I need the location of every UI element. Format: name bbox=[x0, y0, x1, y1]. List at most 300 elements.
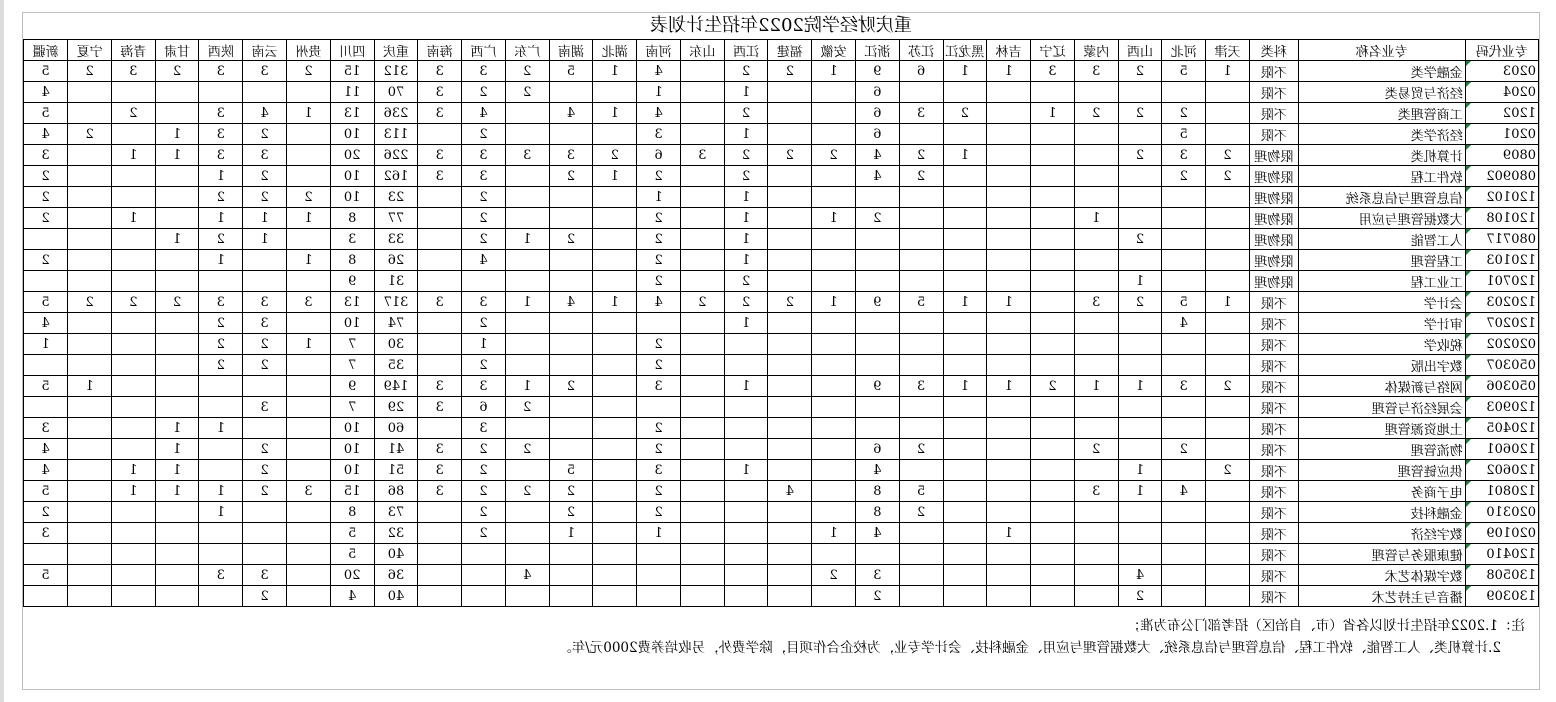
quota-cell: 1 bbox=[199, 166, 243, 187]
quota-cell: 1 bbox=[287, 103, 331, 124]
quota-cell bbox=[812, 586, 856, 607]
quota-cell: 2 bbox=[899, 145, 943, 166]
quota-cell bbox=[1118, 502, 1162, 523]
quota-cell: 3 bbox=[418, 61, 462, 82]
quota-cell bbox=[1118, 313, 1162, 334]
quota-cell: 1 bbox=[943, 145, 987, 166]
quota-cell bbox=[680, 523, 724, 544]
quota-cell bbox=[549, 124, 593, 145]
quota-cell: 20 bbox=[330, 145, 374, 166]
quota-cell bbox=[462, 565, 506, 586]
quota-cell: 2 bbox=[243, 355, 287, 376]
quota-cell: 2 bbox=[1031, 376, 1075, 397]
quota-cell: 1 bbox=[987, 523, 1031, 544]
quota-cell: 2 bbox=[724, 103, 768, 124]
major-name-cell: 经济与贸易类 bbox=[1298, 82, 1465, 103]
quota-cell: 1 bbox=[1074, 208, 1118, 229]
quota-cell bbox=[462, 586, 506, 607]
quota-cell: 73 bbox=[374, 502, 418, 523]
quota-cell bbox=[1162, 418, 1206, 439]
quota-cell: 3 bbox=[287, 292, 331, 313]
subject-cell: 不限 bbox=[1249, 334, 1298, 355]
quota-cell bbox=[287, 418, 331, 439]
quota-cell: 33 bbox=[374, 229, 418, 250]
quota-cell bbox=[1206, 82, 1250, 103]
quota-cell bbox=[724, 334, 768, 355]
quota-cell bbox=[1162, 187, 1206, 208]
quota-cell: 4 bbox=[505, 565, 549, 586]
quota-cell bbox=[855, 313, 899, 334]
quota-cell: 3 bbox=[549, 145, 593, 166]
quota-cell bbox=[549, 397, 593, 418]
quota-cell: 4 bbox=[549, 103, 593, 124]
column-header: 吉林 bbox=[987, 40, 1031, 61]
quota-cell bbox=[1162, 208, 1206, 229]
quota-cell bbox=[462, 271, 506, 292]
quota-cell bbox=[68, 502, 112, 523]
quota-cell: 4 bbox=[462, 103, 506, 124]
window-edge bbox=[0, 0, 4, 702]
quota-cell bbox=[24, 229, 68, 250]
column-header: 四川 bbox=[330, 40, 374, 61]
quota-cell: 2 bbox=[637, 502, 681, 523]
quota-cell: 10 bbox=[330, 166, 374, 187]
quota-cell: 3 bbox=[418, 376, 462, 397]
quota-cell: 3 bbox=[418, 103, 462, 124]
quota-cell bbox=[287, 124, 331, 145]
quota-cell bbox=[680, 439, 724, 460]
quota-cell: 2 bbox=[637, 229, 681, 250]
quota-cell bbox=[68, 166, 112, 187]
column-header: 浙江 bbox=[855, 40, 899, 61]
quota-cell: 74 bbox=[374, 313, 418, 334]
quota-cell: 3 bbox=[24, 523, 68, 544]
quota-cell: 2 bbox=[243, 124, 287, 145]
quota-cell bbox=[287, 376, 331, 397]
quota-cell bbox=[855, 229, 899, 250]
quota-cell: 2 bbox=[243, 460, 287, 481]
column-header: 河南 bbox=[637, 40, 681, 61]
quota-cell bbox=[111, 544, 155, 565]
quota-cell: 1 bbox=[155, 124, 199, 145]
quota-cell bbox=[1031, 292, 1075, 313]
table-row bbox=[24, 565, 1539, 586]
quota-cell bbox=[1206, 355, 1250, 376]
quota-cell: 2 bbox=[943, 103, 987, 124]
quota-cell bbox=[812, 376, 856, 397]
quota-cell: 3 bbox=[418, 82, 462, 103]
major-name-cell: 税收学 bbox=[1298, 334, 1465, 355]
quota-cell bbox=[724, 544, 768, 565]
column-header: 江苏 bbox=[899, 40, 943, 61]
quota-cell bbox=[111, 418, 155, 439]
quota-cell bbox=[768, 103, 812, 124]
quota-cell bbox=[768, 355, 812, 376]
quota-cell bbox=[549, 334, 593, 355]
quota-cell bbox=[1162, 460, 1206, 481]
quota-cell bbox=[812, 439, 856, 460]
quota-cell bbox=[899, 460, 943, 481]
quota-cell bbox=[68, 271, 112, 292]
subject-cell: 限物理 bbox=[1249, 208, 1298, 229]
subject-cell: 不限 bbox=[1249, 544, 1298, 565]
quota-cell: 1 bbox=[1206, 61, 1250, 82]
quota-cell: 1 bbox=[943, 376, 987, 397]
quota-cell bbox=[1206, 439, 1250, 460]
quota-cell bbox=[637, 586, 681, 607]
quota-cell bbox=[943, 439, 987, 460]
quota-cell bbox=[1162, 502, 1206, 523]
quota-cell: 4 bbox=[637, 292, 681, 313]
quota-cell bbox=[155, 565, 199, 586]
subject-cell: 不限 bbox=[1249, 124, 1298, 145]
major-code-cell: 120602 bbox=[1465, 460, 1538, 481]
quota-cell bbox=[899, 82, 943, 103]
quota-cell bbox=[287, 313, 331, 334]
quota-cell bbox=[1206, 481, 1250, 502]
major-name-cell: 数字出版 bbox=[1298, 355, 1465, 376]
quota-cell: 3 bbox=[243, 397, 287, 418]
quota-cell bbox=[987, 565, 1031, 586]
quota-cell bbox=[943, 124, 987, 145]
quota-cell bbox=[943, 565, 987, 586]
quota-cell bbox=[724, 523, 768, 544]
quota-cell: 1 bbox=[943, 61, 987, 82]
quota-cell: 2 bbox=[1206, 376, 1250, 397]
quota-cell bbox=[418, 313, 462, 334]
note-1: 注：1.2022年招生计划以各省（市、自治区）招考部门公布为准； bbox=[1126, 618, 1525, 634]
column-header: 广西 bbox=[462, 40, 506, 61]
quota-cell bbox=[418, 418, 462, 439]
quota-cell: 2 bbox=[462, 460, 506, 481]
quota-cell bbox=[155, 313, 199, 334]
quota-cell bbox=[987, 586, 1031, 607]
enrollment-plan-table bbox=[23, 39, 1539, 607]
quota-cell bbox=[68, 355, 112, 376]
quota-cell bbox=[111, 502, 155, 523]
quota-cell bbox=[1074, 418, 1118, 439]
quota-cell bbox=[1206, 586, 1250, 607]
quota-cell: 2 bbox=[1206, 166, 1250, 187]
quota-cell bbox=[680, 250, 724, 271]
quota-cell bbox=[768, 418, 812, 439]
quota-cell bbox=[593, 523, 637, 544]
quota-cell bbox=[593, 208, 637, 229]
quota-cell bbox=[418, 229, 462, 250]
quota-cell bbox=[1162, 229, 1206, 250]
quota-cell: 1 bbox=[111, 145, 155, 166]
quota-cell bbox=[1162, 271, 1206, 292]
quota-cell bbox=[1074, 397, 1118, 418]
column-header: 海南 bbox=[418, 40, 462, 61]
mirrored-content bbox=[23, 13, 1539, 689]
quota-cell bbox=[1031, 313, 1075, 334]
quota-cell bbox=[1074, 250, 1118, 271]
quota-cell: 5 bbox=[24, 103, 68, 124]
quota-cell bbox=[987, 271, 1031, 292]
quota-cell: 2 bbox=[462, 124, 506, 145]
quota-cell bbox=[768, 544, 812, 565]
quota-cell: 2 bbox=[243, 187, 287, 208]
quota-cell: 1 bbox=[943, 292, 987, 313]
table-row bbox=[24, 313, 1539, 334]
quota-cell: 3 bbox=[418, 292, 462, 313]
quota-cell bbox=[155, 376, 199, 397]
major-name-cell: 会计学 bbox=[1298, 292, 1465, 313]
quota-cell: 1 bbox=[111, 460, 155, 481]
quota-cell bbox=[155, 103, 199, 124]
major-name-cell: 播音与主持艺术 bbox=[1298, 586, 1465, 607]
quota-cell: 2 bbox=[768, 61, 812, 82]
quota-cell: 3 bbox=[462, 61, 506, 82]
quota-cell: 3 bbox=[1162, 376, 1206, 397]
quota-cell: 1 bbox=[199, 208, 243, 229]
quota-cell bbox=[1074, 523, 1118, 544]
quota-cell: 2 bbox=[24, 502, 68, 523]
quota-cell bbox=[1206, 523, 1250, 544]
quota-cell: 2 bbox=[505, 439, 549, 460]
quota-cell bbox=[593, 397, 637, 418]
quota-cell bbox=[680, 334, 724, 355]
quota-cell: 2 bbox=[199, 355, 243, 376]
table-row bbox=[24, 523, 1539, 544]
quota-cell: 4 bbox=[24, 313, 68, 334]
quota-cell bbox=[943, 523, 987, 544]
table-row bbox=[24, 502, 1539, 523]
quota-cell: 6 bbox=[855, 82, 899, 103]
quota-cell bbox=[24, 586, 68, 607]
quota-cell: 7 bbox=[330, 355, 374, 376]
quota-cell: 2 bbox=[1118, 61, 1162, 82]
quota-cell bbox=[1031, 523, 1075, 544]
quota-cell: 77 bbox=[374, 208, 418, 229]
quota-cell: 149 bbox=[374, 376, 418, 397]
quota-cell bbox=[243, 502, 287, 523]
quota-cell bbox=[505, 334, 549, 355]
quota-cell bbox=[1031, 166, 1075, 187]
quota-cell: 5 bbox=[24, 376, 68, 397]
quota-cell: 2 bbox=[505, 82, 549, 103]
table-row bbox=[24, 229, 1539, 250]
quota-cell bbox=[987, 124, 1031, 145]
quota-cell bbox=[680, 208, 724, 229]
quota-cell bbox=[768, 376, 812, 397]
quota-cell: 2 bbox=[637, 271, 681, 292]
quota-cell: 10 bbox=[330, 187, 374, 208]
column-header: 福建 bbox=[768, 40, 812, 61]
quota-cell: 5 bbox=[330, 544, 374, 565]
quota-cell bbox=[812, 82, 856, 103]
column-header: 安徽 bbox=[812, 40, 856, 61]
quota-cell: 2 bbox=[155, 292, 199, 313]
quota-cell bbox=[1206, 250, 1250, 271]
table-row bbox=[24, 376, 1539, 397]
quota-cell: 4 bbox=[24, 439, 68, 460]
quota-cell bbox=[768, 124, 812, 145]
quota-cell bbox=[505, 250, 549, 271]
quota-cell: 8 bbox=[330, 502, 374, 523]
major-code-cell: 120903 bbox=[1465, 397, 1538, 418]
quota-cell: 1 bbox=[243, 208, 287, 229]
quota-cell bbox=[505, 271, 549, 292]
quota-cell bbox=[1118, 187, 1162, 208]
column-header: 广东 bbox=[505, 40, 549, 61]
major-code-cell: 120601 bbox=[1465, 439, 1538, 460]
quota-cell: 2 bbox=[505, 397, 549, 418]
major-name-cell: 数字经济 bbox=[1298, 523, 1465, 544]
quota-cell bbox=[943, 460, 987, 481]
quota-cell bbox=[768, 208, 812, 229]
quota-cell bbox=[899, 124, 943, 145]
quota-cell bbox=[1118, 439, 1162, 460]
major-code-cell: 120801 bbox=[1465, 481, 1538, 502]
quota-cell: 1 bbox=[155, 460, 199, 481]
quota-cell: 2 bbox=[855, 208, 899, 229]
quota-cell bbox=[1162, 586, 1206, 607]
quota-cell: 2 bbox=[680, 292, 724, 313]
quota-cell bbox=[943, 334, 987, 355]
quota-cell bbox=[1206, 313, 1250, 334]
quota-cell bbox=[987, 460, 1031, 481]
quota-cell: 1 bbox=[724, 229, 768, 250]
quota-cell bbox=[680, 313, 724, 334]
major-code-cell: 1202 bbox=[1465, 103, 1538, 124]
quota-cell bbox=[987, 229, 1031, 250]
quota-cell bbox=[593, 376, 637, 397]
quota-cell: 4 bbox=[462, 250, 506, 271]
quota-cell bbox=[855, 397, 899, 418]
quota-cell: 2 bbox=[1118, 103, 1162, 124]
quota-cell bbox=[1031, 418, 1075, 439]
quota-cell: 20 bbox=[330, 565, 374, 586]
quota-cell bbox=[724, 397, 768, 418]
quota-cell bbox=[987, 334, 1031, 355]
quota-cell: 2 bbox=[462, 208, 506, 229]
quota-cell: 1 bbox=[505, 292, 549, 313]
quota-cell: 1 bbox=[637, 82, 681, 103]
quota-cell: 8 bbox=[330, 208, 374, 229]
quota-cell bbox=[812, 271, 856, 292]
quota-cell bbox=[812, 250, 856, 271]
table-row bbox=[24, 460, 1539, 481]
quota-cell bbox=[68, 565, 112, 586]
quota-cell bbox=[768, 82, 812, 103]
quota-cell bbox=[899, 355, 943, 376]
quota-cell bbox=[1031, 460, 1075, 481]
quota-cell: 2 bbox=[549, 481, 593, 502]
quota-cell bbox=[593, 250, 637, 271]
quota-cell: 2 bbox=[1118, 145, 1162, 166]
quota-cell: 2 bbox=[462, 439, 506, 460]
quota-cell bbox=[1118, 523, 1162, 544]
quota-cell: 2 bbox=[637, 439, 681, 460]
quota-cell bbox=[287, 502, 331, 523]
quota-cell bbox=[812, 124, 856, 145]
quota-cell: 2 bbox=[899, 166, 943, 187]
quota-cell bbox=[812, 166, 856, 187]
quota-cell bbox=[505, 502, 549, 523]
quota-cell bbox=[68, 334, 112, 355]
quota-cell bbox=[593, 481, 637, 502]
quota-cell bbox=[505, 187, 549, 208]
quota-cell: 1 bbox=[593, 292, 637, 313]
quota-cell bbox=[768, 334, 812, 355]
major-name-cell: 供应链管理 bbox=[1298, 460, 1465, 481]
quota-cell: 6 bbox=[855, 439, 899, 460]
quota-cell: 4 bbox=[855, 145, 899, 166]
quota-cell: 2 bbox=[68, 292, 112, 313]
quota-cell: 2 bbox=[1118, 229, 1162, 250]
quota-cell bbox=[418, 544, 462, 565]
quota-cell bbox=[768, 439, 812, 460]
quota-cell: 4 bbox=[24, 124, 68, 145]
quota-cell bbox=[111, 124, 155, 145]
quota-cell: 2 bbox=[637, 481, 681, 502]
quota-cell: 5 bbox=[24, 565, 68, 586]
quota-cell: 1 bbox=[812, 292, 856, 313]
quota-cell: 3 bbox=[243, 292, 287, 313]
quota-cell: 9 bbox=[855, 61, 899, 82]
quota-cell bbox=[812, 229, 856, 250]
quota-cell bbox=[680, 376, 724, 397]
quota-cell: 2 bbox=[243, 481, 287, 502]
quota-cell bbox=[287, 229, 331, 250]
quota-cell: 2 bbox=[724, 166, 768, 187]
quota-cell: 3 bbox=[637, 124, 681, 145]
table-row bbox=[24, 61, 1539, 82]
table-row bbox=[24, 250, 1539, 271]
table-header-row bbox=[24, 40, 1539, 61]
column-header: 宁夏 bbox=[68, 40, 112, 61]
quota-cell bbox=[899, 271, 943, 292]
quota-cell: 113 bbox=[374, 124, 418, 145]
quota-cell: 1 bbox=[24, 334, 68, 355]
quota-cell bbox=[287, 565, 331, 586]
quota-cell bbox=[680, 61, 724, 82]
quota-cell bbox=[418, 523, 462, 544]
quota-cell: 2 bbox=[637, 355, 681, 376]
major-code-cell: 020310 bbox=[1465, 502, 1538, 523]
quota-cell: 4 bbox=[1162, 313, 1206, 334]
quota-cell: 9 bbox=[330, 376, 374, 397]
quota-cell bbox=[987, 103, 1031, 124]
quota-cell: 10 bbox=[330, 460, 374, 481]
major-code-cell: 020202 bbox=[1465, 334, 1538, 355]
quota-cell bbox=[287, 523, 331, 544]
quota-cell bbox=[199, 439, 243, 460]
quota-cell bbox=[899, 313, 943, 334]
quota-cell: 2 bbox=[768, 292, 812, 313]
quota-cell: 5 bbox=[899, 292, 943, 313]
quota-cell: 1 bbox=[155, 418, 199, 439]
quota-cell bbox=[199, 523, 243, 544]
quota-cell: 1 bbox=[287, 208, 331, 229]
quota-cell bbox=[855, 334, 899, 355]
column-header: 山东 bbox=[680, 40, 724, 61]
quota-cell: 1 bbox=[1031, 103, 1075, 124]
quota-cell bbox=[680, 586, 724, 607]
quota-cell: 3 bbox=[637, 376, 681, 397]
subject-cell: 限物理 bbox=[1249, 187, 1298, 208]
quota-cell: 2 bbox=[637, 418, 681, 439]
quota-cell bbox=[199, 460, 243, 481]
quota-cell bbox=[987, 250, 1031, 271]
quota-cell bbox=[243, 250, 287, 271]
column-header: 专业名称 bbox=[1298, 40, 1465, 61]
quota-cell: 3 bbox=[330, 229, 374, 250]
quota-cell bbox=[549, 250, 593, 271]
quota-cell bbox=[812, 187, 856, 208]
